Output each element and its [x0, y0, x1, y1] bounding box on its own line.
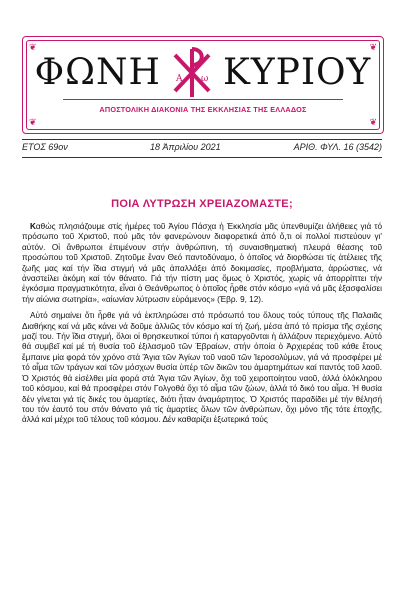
meta-rule-top — [22, 139, 382, 140]
masthead-subtitle: ΑΠΟΣΤΟΛΙΚΗ ΔΙΑΚΟΝΙΑ ΤΗΣ ΕΚΚΛΗΣΙΑΣ ΤΗΣ ΕΛΛΑΔΟΣ — [99, 105, 307, 114]
masthead-divider — [63, 99, 343, 100]
title-left: ΦΩΝΗ — [34, 51, 161, 93]
issue-number: ΑΡΙΘ. ΦΥΛ. 16 (3542) — [293, 142, 382, 152]
masthead-title — [23, 47, 383, 97]
chi-rho-icon — [165, 45, 219, 99]
ornament-corner-icon: ❦ — [29, 42, 37, 52]
masthead — [22, 36, 384, 134]
ornament-corner-icon: ❦ — [369, 42, 377, 52]
meta-rule-bottom — [22, 157, 382, 158]
article-paragraph — [22, 222, 382, 305]
omega-mark: ω — [200, 74, 209, 84]
ornament-corner-icon: ❦ — [369, 117, 377, 127]
title-right: ΚΥΡΙΟΥ — [222, 51, 372, 93]
alpha-mark: Α — [175, 74, 183, 84]
article-title: ΠΟΙΑ ΛΥΤΡΩΣΗ ΧΡΕΙΑΖΟΜΑΣΤΕ; — [111, 198, 293, 210]
paragraph-text: αθώς πλησιάζουμε στίς ἡμέρες τοῦ Ἁγίου Πάσχα ἡ Ἐκκλησία μᾶς ὑπενθυμίζει ἀλήθειες γιά τό πρόσωπο τοῦ Χριστοῦ, πού μᾶς τόν φανερώνουν διαφορετικά ἀπό ὅ,τι οἱ πολλοί πιστεύουν γι' αὐτόν. Οἱ ἄνθρωποι ἐπιμένουν στήν ἀνθρώπινη, τή συναισθηματική πλευρά θέασης τοῦ προσώπου τοῦ Χριστοῦ. Ζητοῦμε ἕναν Θεό παντοδύναμο, ὁ ὁποῖος νά διορθώσει τίς ἀτέλειες τῆς ζωῆς μας καί τήν ἴδια στιγμή νά μᾶς ἀπαλλάξει ἀπό δοκιμασίες, προβλήματα, ἀρρώστιες, νά ἀναστείλει ἀκόμη καί τόν θάνατο. Γιά τήν πίστη μας ὅμως ὁ Χριστός, χωρίς νά ἀπορρίπτει τήν ἐγκόσμια πραγματικότητα, εἶναι ὁ Θεάνθρωπος ὁ ὁποῖος ἦρθε στόν κόσμο «γιά νά μᾶς ἐξασφαλίσει τήν αἰώνια σωτηρία», «αἰωνίαν λύτρωσιν εὑράμενος» (Ἑβρ. 9, 12). — [22, 222, 382, 304]
date-label: 18 Ἀπριλίου 2021 — [150, 142, 221, 152]
issue-meta — [22, 142, 382, 156]
year-label: ΕΤΟΣ 69ον — [22, 142, 68, 152]
ornament-corner-icon: ❦ — [29, 117, 37, 127]
article-paragraph: Αὐτό σημαίνει ὅτι ἦρθε γιά νά ἐκπληρώσει στό πρόσωπό του ὅλους τούς τύπους τῆς Παλαιᾶς Διαθήκης καί νά μᾶς κάνει νά δοῦμε ἀλλιῶς τόν κόσμο καί τή ζωή, μέσα ἀπό τό πρίσμα τῆς σχέσης μαζί του. Τήν ἴδια στιγμή, ὅλοι οἱ θρησκευτικοί τύποι ἡ καταργοῦνται ἡ ἀλλάζουν περιεχόμενο. Αὐτό θά συμβεῖ καί μέ τή θυσία τοῦ ἐξιλασμοῦ τῶν Ἑβραίων, στήν ὁποία ὁ Ἀρχιερέας τοῦ κάθε ἔτους ἔμπαινε μία φορά τόν χρόνο στά Ἅγια τῶν Ἁγίων τοῦ ναοῦ τῶν Ἱεροσολύμων, γιά νά προσφέρει μέ τό αἷμα τῶν τράγων καί τῶν μόσχων θυσία ὑπέρ τῶν δικῶν του ἁμαρτημάτων καί παντός τοῦ λαοῦ. Ὁ Χριστός θά εἰσέλθει μία φορά στά Ἅγια τῶν Ἁγίων, ὄχι τοῦ χειροποίητου ναοῦ, ἀλλά ὁλόκληρου τοῦ κόσμου, καί θά προσφέρει στόν Γολγοθά ὄχι τό αἷμα τῶν ζώων, ἀλλά τό δικό του αἷμα. Ἡ θυσία δέν γίνεται γιά τίς δικές του ἁμαρτίες, διότι ἦταν ἀναμάρτητος. Ὁ Χριστός παραδίδει μέ τήν θέλησή του τόν ἑαυτό του στόν θάνατο γιά τίς ἁμαρτίες ὅλων τῶν ἀνθρώπων, ὄχι μόνο τῆς τότε ἐποχῆς, ἀλλά καί μέχρι τοῦ τέλους τοῦ κόσμου. Δέν καθαρίζει ἐξωτερικά τούς — [22, 311, 382, 425]
article-body — [22, 222, 382, 432]
drop-cap: Κ — [30, 222, 36, 231]
